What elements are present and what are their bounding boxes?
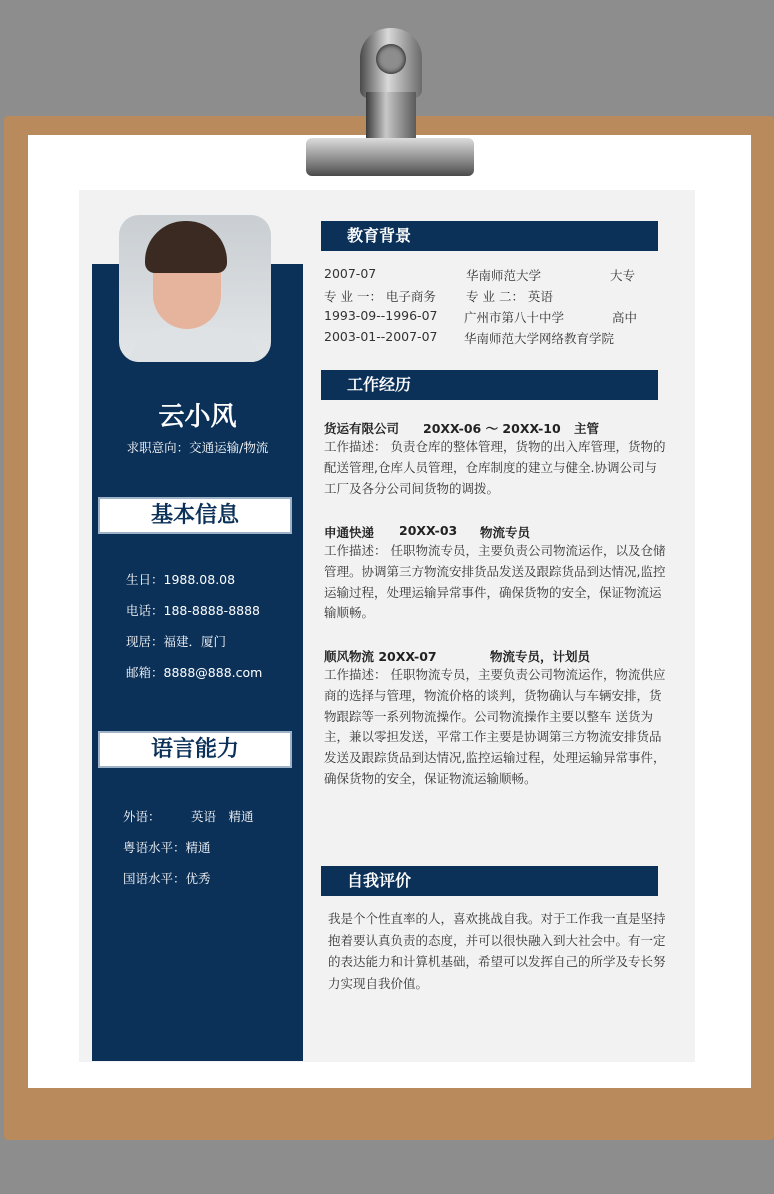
major-two: 专 业 二： 英语 bbox=[466, 289, 553, 304]
candidate-name: 云小风 bbox=[158, 402, 237, 432]
edu-school: 华南师范大学网络教育学院 bbox=[464, 331, 615, 346]
job-company: 顺风物流 20XX-07 bbox=[324, 649, 437, 664]
edu-school: 广州市第八十中学 bbox=[464, 310, 565, 325]
basic-info-heading: 基本信息 bbox=[98, 497, 292, 534]
self-eval-heading: 自我评价 bbox=[321, 866, 658, 896]
binder-clip-icon bbox=[306, 28, 474, 176]
mandarin-value: 优秀 bbox=[185, 871, 211, 886]
job-period: 20XX-06 ～ 20XX-10 bbox=[423, 421, 561, 436]
cantonese-level bbox=[123, 838, 211, 856]
cantonese-label: 粤语水平： bbox=[123, 840, 186, 855]
foreign-language bbox=[123, 807, 254, 825]
job-period: 20XX-03 bbox=[399, 523, 458, 538]
job-company: 申通快递 bbox=[324, 525, 375, 540]
edu-date: 2007-07 bbox=[324, 266, 377, 281]
cantonese-value: 精通 bbox=[185, 840, 211, 855]
edu-school: 华南师范大学 bbox=[466, 268, 542, 283]
work-heading: 工作经历 bbox=[321, 370, 658, 400]
mandarin-level bbox=[123, 869, 211, 887]
foreign-language-label: 外语： bbox=[123, 809, 161, 824]
phone: 电话：188-8888-8888 bbox=[126, 603, 261, 618]
mandarin-label: 国语水平： bbox=[123, 871, 186, 886]
job-title: 主管 bbox=[574, 421, 600, 436]
edu-degree: 大专 bbox=[610, 268, 636, 283]
edu-date: 2003-01--2007-07 bbox=[324, 329, 438, 344]
education-heading: 教育背景 bbox=[321, 221, 658, 251]
job-title: 物流专员 bbox=[480, 525, 531, 540]
birthday: 生日：1988.08.08 bbox=[126, 572, 236, 587]
edu-date: 1993-09--1996-07 bbox=[324, 308, 438, 323]
job-description: 工作描述： 负责仓库的整体管理，货物的出入库管理，货物的配送管理,仓库人员管理，仓库制度的建立与健全.协调公司与工厂及各分公司间货物的调拨。 bbox=[324, 439, 666, 496]
job-description: 工作描述： 任职物流专员，主要负责公司物流运作，物流供应商的选择与管理，物流价格的谈判，货物确认与车辆安排，货物跟踪等一系列物流操作。公司物流操作主要以整车 送货为主，兼以零担发送，平常工作主要是协调第三方物流安排货品发送及跟踪货品到达情况,监控运输过程，处理运输异常事件，确保货物的安全，保证物流运输顺畅。 bbox=[324, 667, 666, 786]
profile-photo bbox=[119, 215, 271, 362]
job-company: 货运有限公司 bbox=[324, 421, 400, 436]
residence: 现居：福建．厦门 bbox=[126, 634, 227, 649]
edu-degree: 高中 bbox=[612, 310, 638, 325]
job-intent-label: 求职意向： bbox=[126, 440, 190, 455]
self-eval-text: 我是个个性直率的人，喜欢挑战自我。对于工作我一直是坚持抱着要认真负责的态度，并可以很快融入到大社会中。有一定的表达能力和计算机基础，希望可以发挥自己的所学及专长努力实现自我价值。 bbox=[328, 911, 666, 991]
email: 邮箱：8888@888.com bbox=[126, 665, 263, 680]
job-description: 工作描述： 任职物流专员，主要负责公司物流运作，以及仓储管理。协调第三方物流安排货品发送及跟踪货品到达情况,监控运输过程，处理运输异常事件，确保货物的安全，保证物流运输顺畅。 bbox=[324, 543, 666, 621]
foreign-language-value: 英语 精通 bbox=[191, 809, 254, 824]
major-one: 专 业 一： 电子商务 bbox=[324, 289, 436, 304]
job-intent bbox=[92, 438, 303, 456]
language-heading: 语言能力 bbox=[98, 731, 292, 768]
job-intent-value: 交通运输/物流 bbox=[189, 440, 269, 455]
job-title: 物流专员，计划员 bbox=[490, 649, 591, 664]
